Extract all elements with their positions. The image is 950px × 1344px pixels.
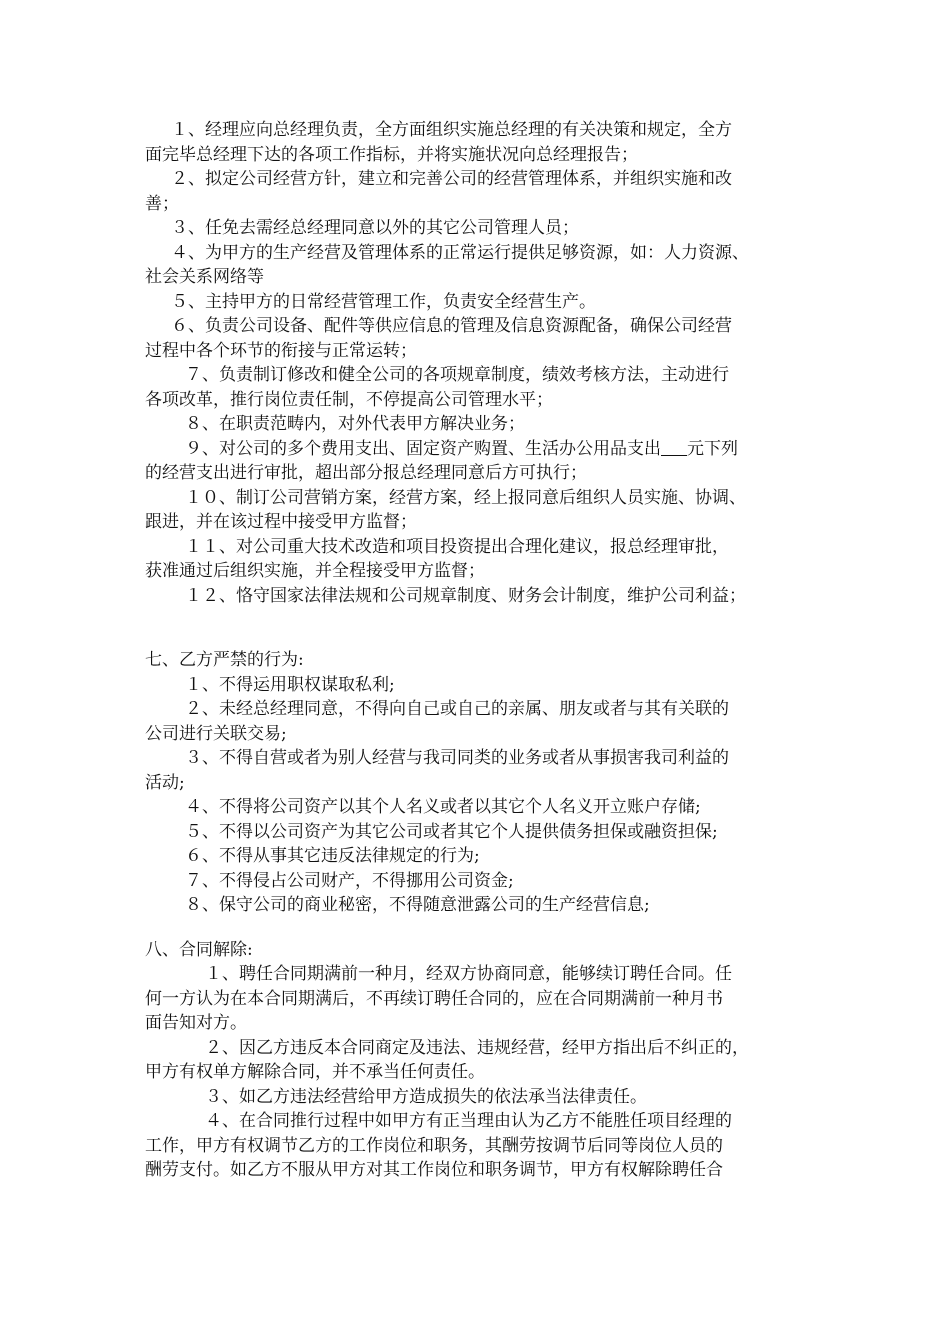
item-6-5-line1: ５、主持甲方的日常经营管理工作，负责安全经营生产。 — [171, 291, 596, 312]
item-6-6-line2: 过程中各个环节的衔接与正常运转； — [145, 340, 417, 361]
section-8-termination — [145, 938, 825, 1183]
item-7-4-line1: ４、不得将公司资产以其个人名义或者以其它个人名义开立账户存储; — [185, 797, 701, 817]
item-6-9-line2: 的经营支出进行审批，超出部分报总经理同意后方可执行； — [145, 463, 587, 483]
item-6-10-line1: １０、制订公司营销方案，经营方案，经上报同意后组织人员实施、协调、 — [185, 487, 746, 508]
item-6-10-line2: 跟进，并在该过程中接受甲方监督； — [145, 512, 417, 532]
item-6-7-line2: 各项改革，推行岗位责任制，不停提高公司管理水平； — [145, 389, 553, 410]
fill-in-blank — [661, 441, 687, 456]
item-7-3-line1: ３、不得自营或者为别人经营与我司同类的业务或者从事损害我司利益的 — [185, 748, 729, 768]
item-6-9-text-a: ９、对公司的多个费用支出、固定资产购置、生活办公用品支出 — [185, 438, 661, 459]
item-6-11-line1: １１、对公司重大技术改造和项目投资提出合理化建议，报总经理审批， — [185, 536, 729, 557]
section-7-heading: 七、乙方严禁的行为: — [145, 650, 304, 670]
item-6-1-line1: １、经理应向总经理负责，全方面组织实施总经理的有关决策和规定，全方 — [171, 120, 732, 140]
document-page — [145, 118, 825, 1183]
section-8-heading: 八、合同解除: — [145, 939, 253, 960]
item-6-2-line2: 善； — [145, 193, 179, 214]
item-8-4-line3: 酬劳支付。如乙方不服从甲方对其工作岗位和职务调节，甲方有权解除聘任合 — [145, 1160, 723, 1180]
item-8-4-line1: ４、在合同推行过程中如甲方有正当理由认为乙方不能胜任项目经理的 — [205, 1111, 732, 1131]
item-7-2-line2: 公司进行关联交易; — [145, 723, 287, 744]
item-7-6-line1: ６、不得从事其它违反法律规定的行为; — [185, 846, 480, 866]
item-6-2-line1: ２、拟定公司经营方针，建立和完善公司的经营管理体系，并组织实施和改 — [171, 169, 732, 189]
item-8-2-line2: 甲方有权单方解除合同，并不承当任何责任。 — [145, 1062, 485, 1082]
item-7-5-line1: ５、不得以公司资产为其它公司或者其它个人提供债务担保或融资担保; — [185, 821, 718, 842]
item-6-9-line1 — [145, 437, 825, 462]
item-6-6-line1: ６、负责公司设备、配件等供应信息的管理及信息资源配备，确保公司经营 — [171, 316, 732, 336]
item-8-3-line1: ３、如乙方违法经营给甲方造成损失的依法承当法律责任。 — [205, 1086, 647, 1107]
section-7-prohibited — [145, 648, 825, 918]
item-7-2-line1: ２、未经总经理同意，不得向自己或自己的亲属、朋友或者与其有关联的 — [185, 699, 729, 719]
item-7-3-line2: 活动; — [145, 772, 185, 793]
item-7-8-line1: ８、保守公司的商业秘密，不得随意泄露公司的生产经营信息; — [185, 895, 650, 915]
item-6-3-line1: ３、任免去需经总经理同意以外的其它公司管理人员； — [171, 218, 579, 238]
item-6-8-line1: ８、在职责范畴内，对外代表甲方解决业务； — [185, 414, 525, 434]
item-6-4-line2: 社会关系网络等 — [145, 267, 264, 287]
item-6-1-line2: 面完毕总经理下达的各项工作指标，并将实施状况向总经理报告； — [145, 144, 638, 165]
item-6-11-line2: 获准通过后组织实施，并全程接受甲方监督； — [145, 561, 485, 581]
item-7-7-line1: ７、不得侵占公司财产，不得挪用公司资金; — [185, 870, 514, 891]
item-8-1-line2: 何一方认为在本合同期满后，不再续订聘任合同的，应在合同期满前一种月书 — [145, 988, 723, 1009]
item-8-4-line2: 工作，甲方有权调节乙方的工作岗位和职务，其酬劳按调节后同等岗位人员的 — [145, 1135, 723, 1156]
item-8-1-line1: １、聘任合同期满前一种月，经双方协商同意，能够续订聘任合同。任 — [205, 964, 732, 984]
item-6-7-line1: ７、负责制订修改和健全公司的各项规章制度，绩效考核方法，主动进行 — [185, 365, 729, 385]
item-6-12-line1: １２、恪守国家法律法规和公司规章制度、财务会计制度，维护公司利益； — [185, 585, 746, 606]
item-6-9-text-b: 元下列 — [687, 438, 738, 459]
item-6-4-line1: ４、为甲方的生产经营及管理体系的正常运行提供足够资源，如：人力资源、 — [171, 242, 749, 263]
spacer — [145, 918, 825, 938]
item-7-1-line1: １、不得运用职权谋取私利; — [185, 674, 395, 695]
item-8-2-line1: ２、因乙方违反本合同商定及违法、违规经营，经甲方指出后不纠正的， — [205, 1037, 749, 1058]
section-6-duties — [145, 118, 825, 608]
item-8-1-line3: 面告知对方。 — [145, 1013, 247, 1033]
spacer — [145, 608, 825, 648]
